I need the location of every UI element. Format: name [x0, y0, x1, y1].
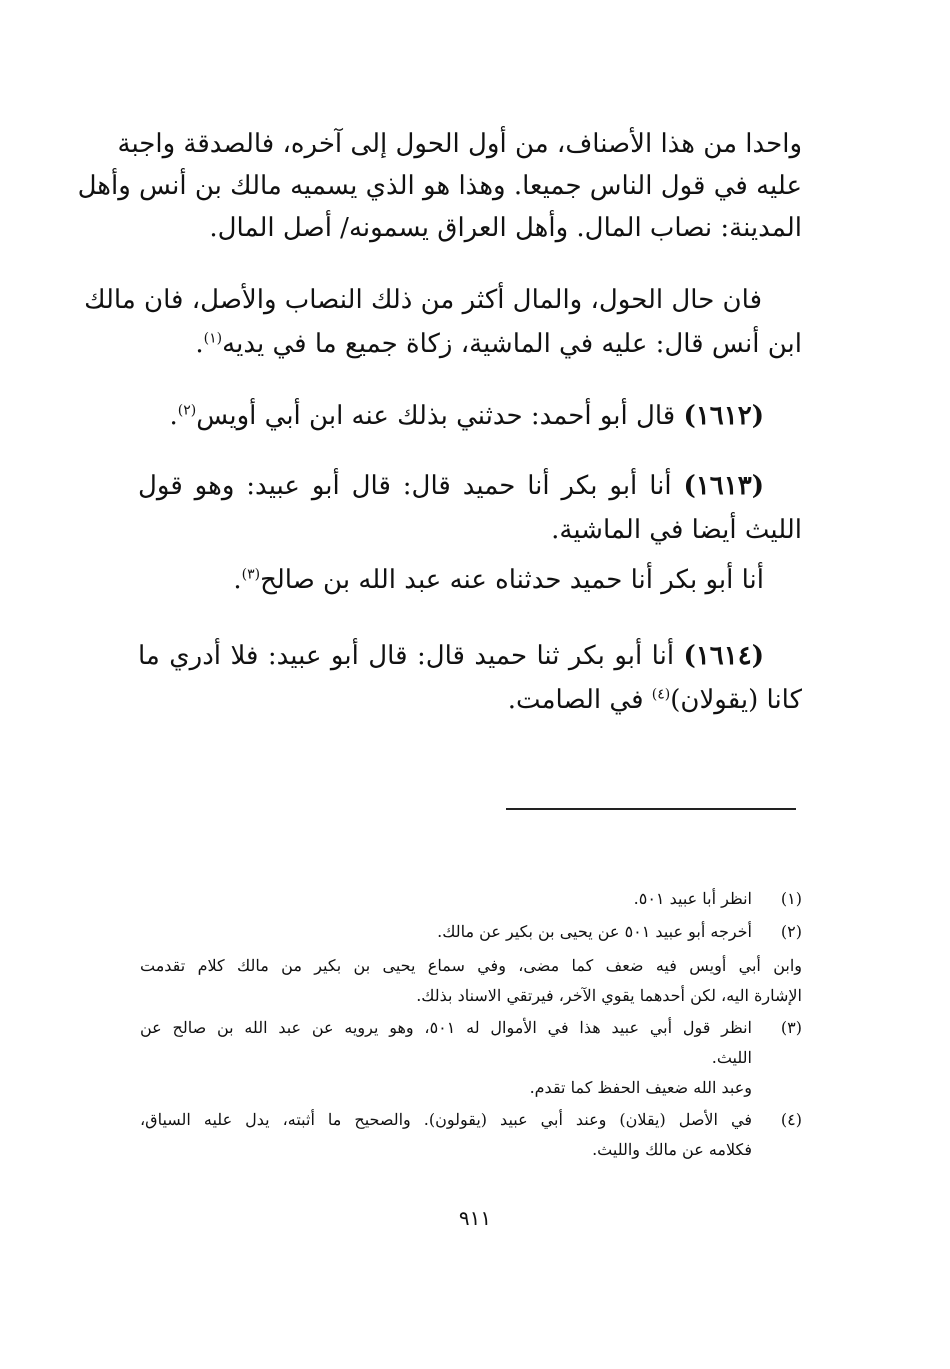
body-text: أنا أبو بكر ثنا حميد قال: قال أبو عبيد: فلا أدري ما: [138, 641, 675, 671]
page-number: ٩١١: [458, 1206, 492, 1230]
footnote-number: (٢): [780, 922, 802, 941]
body-line: واحدا من هذا الأصناف، من أول الحول إلى آخره، فالصدقة واجبة: [117, 129, 802, 159]
footnote-text: في الأصل (يقلان) وعند أبي عبيد (يقولون). والصحيح ما أثبته، يدل عليه السياق،: [140, 1110, 752, 1129]
body-line: [195, 324, 802, 364]
body-text: قال أبو أحمد: حدثني بذلك عنه ابن أبي أويس: [196, 401, 676, 431]
body-text: أنا أبو بكر أنا حميد قال: قال أبو عبيد: وهو قول: [138, 471, 672, 501]
hadith-entry: [138, 636, 764, 676]
body-line: [508, 680, 802, 720]
footnote-text: انظر أبا عبيد ٥٠١.: [633, 889, 752, 908]
footnote-text: الليث.: [711, 1048, 752, 1067]
body-text: كانا (يقولان): [670, 685, 802, 715]
footnote-text: وابن أبي أويس فيه ضعف كما مضى، وفي سماع يحيى بن بكير من مالك كلام تقدمت: [140, 956, 802, 975]
body-text: أنا أبو بكر أنا حميد حدثناه عنه عبد الله بن صالح: [260, 565, 764, 595]
body-text: .: [169, 401, 178, 431]
footnote-marker: (٢): [177, 402, 197, 419]
hadith-entry: [169, 396, 764, 436]
footnote-text: الإشارة اليه، لكن أحدهما يقوي الآخر، فيرتقي الاسناد بذلك.: [416, 986, 802, 1005]
entry-number: (١٦١٤): [683, 641, 765, 671]
footnote-number: (٤): [780, 1110, 802, 1129]
body-text: ابن أنس قال: عليه في الماشية، زكاة جميع ما في يديه: [222, 329, 802, 359]
entry-number: (١٦١٣): [683, 471, 764, 501]
body-line: المدينة: نصاب المال. وأهل العراق يسمونه/ أصل المال.: [209, 213, 802, 243]
body-line: عليه في قول الناس جميعا. وهذا هو الذي يسميه مالك بن أنس وأهل: [77, 171, 802, 201]
body-text: في الصامت.: [507, 685, 652, 715]
hadith-entry: [138, 466, 764, 506]
footnote-marker: (١): [203, 330, 223, 347]
footnote-text: انظر قول أبي عبيد هذا في الأموال له ٥٠١، وهو يرويه عن عبد الله بن صالح عن: [140, 1018, 752, 1037]
body-line: الليث أيضا في الماشية.: [551, 515, 802, 545]
footnote-number: (٣): [780, 1018, 802, 1037]
footnote-text: أخرجه أبو عبيد ٥٠١ عن يحيى بن بكير عن مالك.: [437, 922, 752, 941]
body-text: .: [233, 565, 242, 595]
body-line: [233, 560, 764, 600]
body-text: .: [195, 329, 204, 359]
footnote-text: فكلامه عن مالك والليث.: [592, 1140, 752, 1159]
footnote-separator: [506, 808, 796, 810]
entry-number: (١٦١٢): [683, 401, 764, 431]
footnote-marker: (٣): [241, 566, 261, 583]
body-line: فان حال الحول، والمال أكثر من ذلك النصاب والأصل، فان مالك: [84, 285, 762, 315]
footnote-number: (١): [780, 889, 802, 908]
footnote-marker: (٤): [651, 686, 671, 703]
footnote-text: وعبد الله ضعيف الحفظ كما تقدم.: [529, 1078, 752, 1097]
